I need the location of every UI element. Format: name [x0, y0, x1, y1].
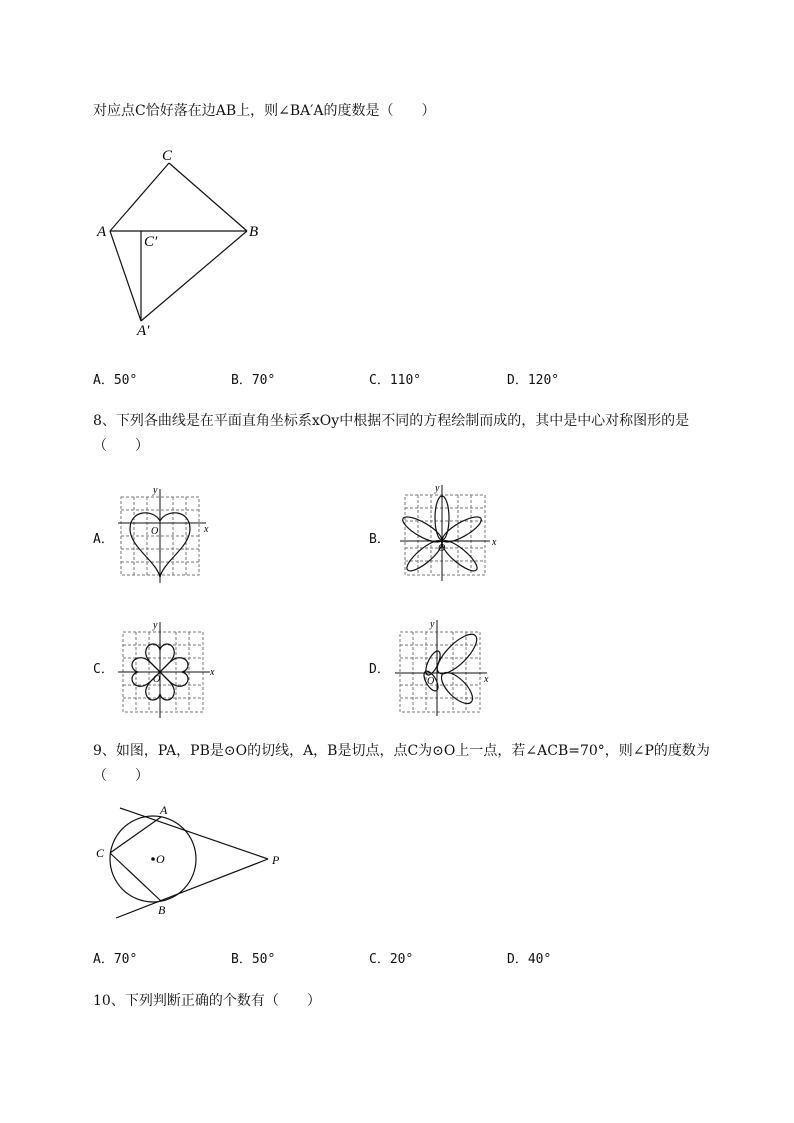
center-point [151, 857, 155, 861]
svg-text:y: y [153, 485, 158, 496]
q9-option-a[interactable]: A．70° [93, 952, 138, 967]
q8-stem-line2: （ ） [93, 438, 149, 454]
svg-text:x: x [484, 674, 489, 685]
svg-text:O: O [151, 526, 159, 537]
q9-option-b[interactable]: B．50° [231, 952, 276, 967]
svg-text:y: y [435, 483, 440, 494]
q8-option-d[interactable]: D． [369, 662, 390, 677]
q9-figure [90, 800, 290, 925]
tangent-PA [120, 808, 268, 859]
q10-stem: 10、下列判断正确的个数有（ ） [93, 993, 321, 1009]
q8-graph-b [400, 483, 500, 583]
q9-stem-line1: 9、如图，PA，PB是⊙O的切线，A，B是切点，点C为⊙O上一点，若∠ACB=70°，则∠P的度数为 [93, 743, 710, 759]
svg-text:y: y [153, 620, 158, 631]
q9-option-c[interactable]: C．20° [369, 952, 414, 967]
q7-option-a[interactable]: A．50° [93, 373, 138, 388]
svg-text:y: y [430, 619, 435, 630]
svg-text:O: O [153, 674, 161, 685]
q8-option-c[interactable]: C． [93, 662, 114, 677]
svg-text:x: x [492, 537, 497, 548]
label-C: C [96, 846, 105, 860]
segment-AC [110, 163, 169, 231]
label-C: C [162, 148, 173, 164]
svg-text:x: x [204, 524, 209, 535]
svg-text:O: O [427, 676, 435, 687]
svg-text:O: O [438, 543, 446, 554]
segment-CB [169, 163, 247, 231]
q8-graph-c [118, 620, 218, 720]
q7-figure [95, 145, 275, 340]
q7-option-b[interactable]: B．70° [231, 373, 276, 388]
q8-option-b[interactable]: B． [369, 532, 390, 547]
q9-stem-line2: （ ） [93, 768, 149, 784]
q7-option-c[interactable]: C．110° [369, 373, 422, 388]
svg-text:x: x [210, 667, 215, 678]
q9-option-d[interactable]: D．40° [507, 952, 552, 967]
q8-option-a[interactable]: A． [93, 532, 114, 547]
q7-stem: 对应点C恰好落在边AB上，则∠BA′A的度数是（ ） [93, 103, 436, 119]
label-B: B [158, 903, 166, 917]
q7-option-d[interactable]: D．120° [507, 373, 560, 388]
label-A: A [97, 224, 107, 240]
tangent-PB [116, 859, 268, 918]
q8-stem-line1: 8、下列各曲线是在平面直角坐标系xOy中根据不同的方程绘制而成的，其中是中心对称图形的是 [93, 413, 690, 429]
label-P: P [272, 853, 280, 867]
label-Aprime: A′ [137, 323, 150, 339]
q8-graph-a [118, 485, 213, 585]
q8-graph-d [395, 618, 495, 718]
label-Cprime: C′ [144, 234, 158, 250]
label-O: O [156, 852, 165, 866]
label-A: A [160, 803, 168, 817]
label-B: B [249, 224, 259, 240]
segment-AAp [110, 231, 141, 321]
